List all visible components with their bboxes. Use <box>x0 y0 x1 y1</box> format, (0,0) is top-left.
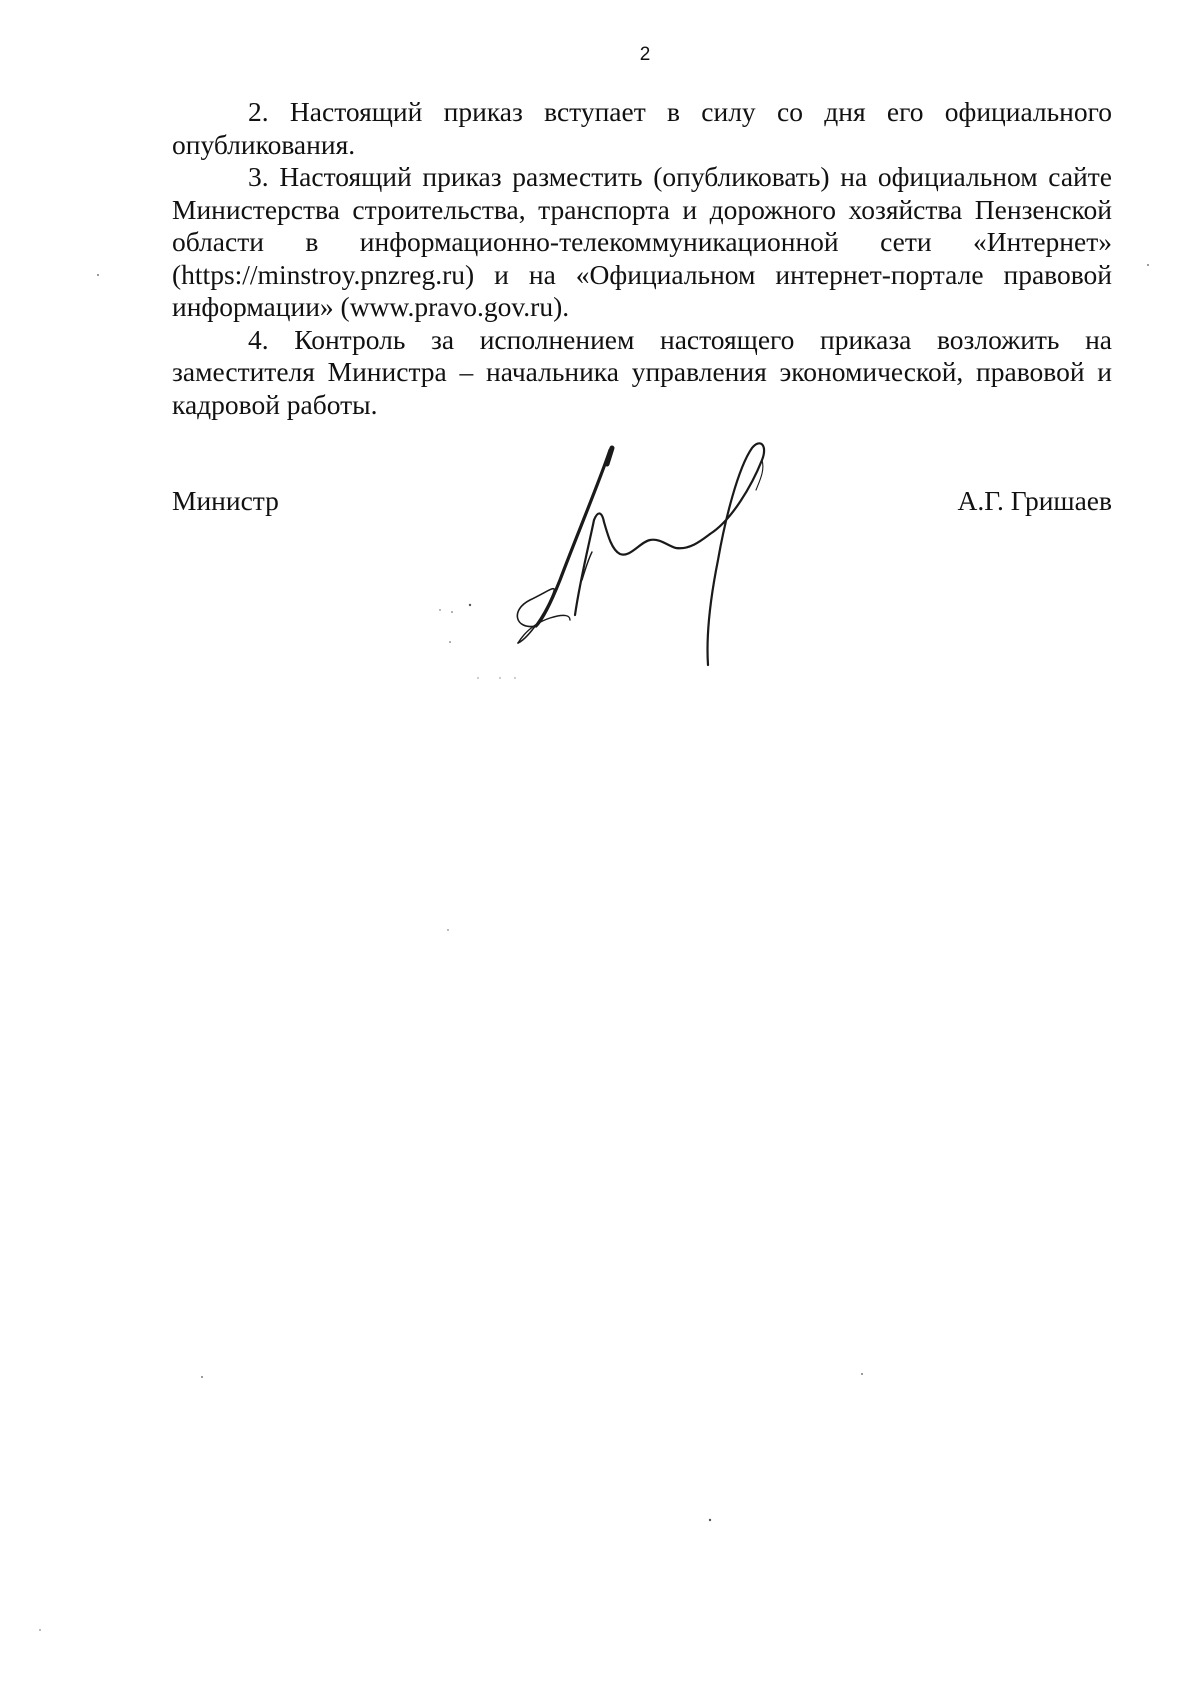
page-number: 2 <box>639 44 651 65</box>
paragraph-4: 4. Контроль за исполнением настоящего приказа возложить на заместителя Министра – начальника управления экономической, правовой и кадровой работы. <box>172 323 1112 420</box>
paragraph-2: 2. Настоящий приказ вступает в силу со дня его официального опубликования. <box>172 96 1112 160</box>
handwritten-signature <box>470 430 830 690</box>
signatory-name: А.Г. Гришаев <box>957 485 1112 516</box>
paragraph-3: 3. Настоящий приказ разместить (опубликовать) на официальном сайте Министерства строительства, транспорта и дорожного хозяйства Пензенской области в информационно-телекоммуникационной сети «Интернет» (https://minstroy.pnzreg.ru) и на «Официальном интернет-портале правовой информации» (www.pravo.gov.ru). <box>172 161 1112 322</box>
document-body <box>172 96 1112 421</box>
signatory-title: Министр <box>172 485 279 516</box>
